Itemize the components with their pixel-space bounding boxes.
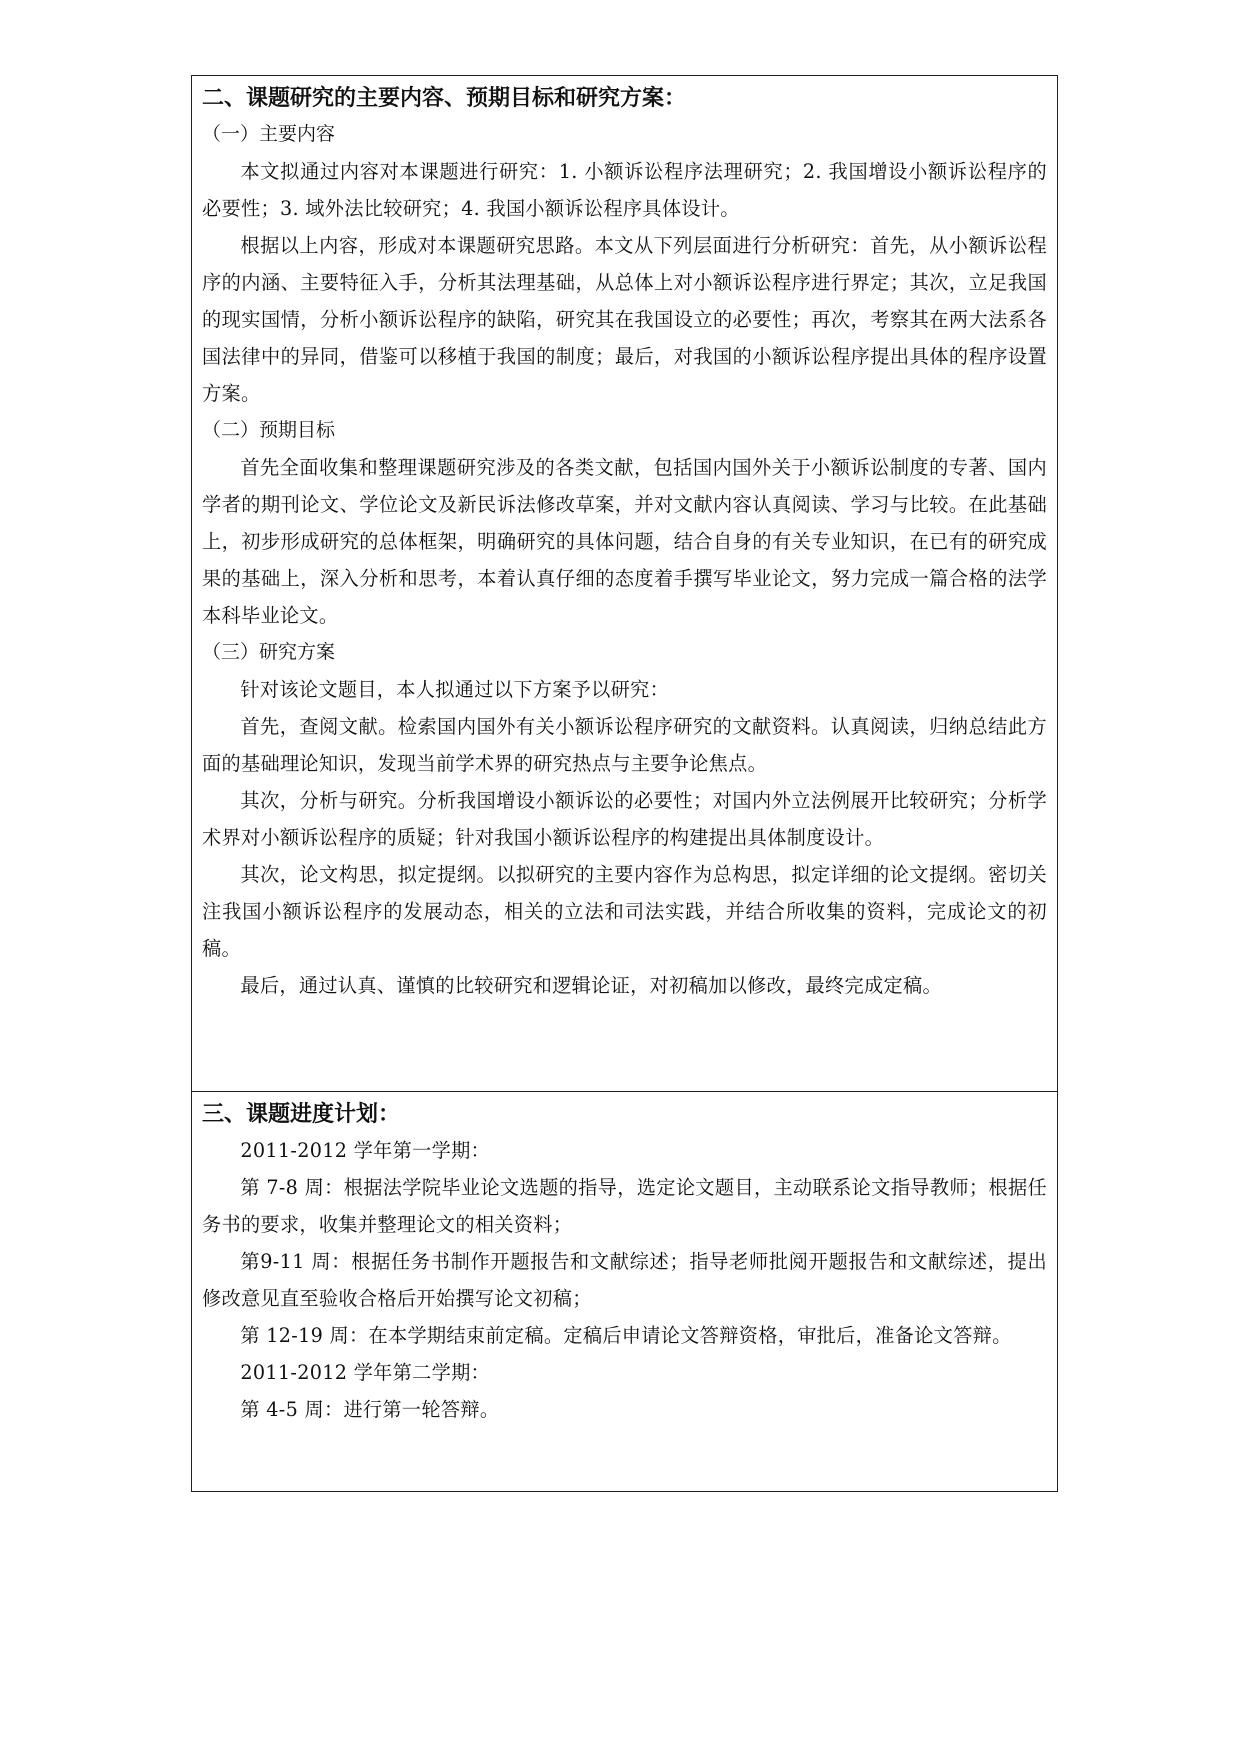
schedule-week-9-11: 第9-11 周：根据任务书制作开题报告和文献综述；指导老师批阅开题报告和文献综述，提出修改意见直至验收合格后开始撰写论文初稿；	[202, 1250, 1047, 1310]
part1-title: （一）主要内容	[202, 123, 336, 145]
section-research-plan	[192, 76, 1057, 1091]
schedule-week-4-5: 第 4-5 周：进行第一轮答辩。	[240, 1398, 500, 1421]
part2-title: （二）预期目标	[202, 419, 336, 441]
schedule-week-7-8: 第 7-8 周：根据法学院毕业论文选题的指导，选定论文题目，主动联系论文指导教师；根据任务书的要求，收集并整理论文的相关资料；	[202, 1176, 1047, 1236]
part3-title: （三）研究方案	[202, 641, 336, 663]
part3-paragraph-4: 其次，论文构思，拟定提纲。以拟研究的主要内容作为总构思，拟定详细的论文提纲。密切关注我国小额诉讼程序的发展动态，相关的立法和司法实践，并结合所收集的资料，完成论文的初稿。	[202, 863, 1047, 960]
part1-paragraph-1: 本文拟通过内容对本课题进行研究：1. 小额诉讼程序法理研究；2. 我国增设小额诉讼程序的必要性；3. 域外法比较研究；4. 我国小额诉讼程序具体设计。	[202, 160, 1047, 220]
schedule-term1: 2011-2012 学年第一学期：	[240, 1139, 491, 1162]
section-schedule	[192, 1091, 1057, 1491]
schedule-week-12-19: 第 12-19 周：在本学期结束前定稿。定稿后申请论文答辩资格，审批后，准备论文答辩。	[240, 1324, 1012, 1347]
section3-heading: 三、课题进度计划：	[202, 1102, 401, 1127]
part3-paragraph-5: 最后，通过认真、谨慎的比较研究和逻辑论证，对初稿加以修改，最终完成定稿。	[240, 974, 942, 997]
part3-paragraph-2: 首先，查阅文献。检索国内国外有关小额诉讼程序研究的文献资料。认真阅读，归纳总结此方面的基础理论知识，发现当前学术界的研究热点与主要争论焦点。	[202, 715, 1047, 775]
part3-paragraph-1: 针对该论文题目，本人拟通过以下方案予以研究：	[240, 678, 670, 701]
section2-heading: 二、课题研究的主要内容、预期目标和研究方案：	[202, 86, 687, 111]
part3-paragraph-3: 其次，分析与研究。分析我国增设小额诉讼的必要性；对国内外立法例展开比较研究；分析学术界对小额诉讼程序的质疑；针对我国小额诉讼程序的构建提出具体制度设计。	[202, 789, 1047, 849]
part2-paragraph-1: 首先全面收集和整理课题研究涉及的各类文献，包括国内国外关于小额诉讼制度的专著、国内学者的期刊论文、学位论文及新民诉法修改草案，并对文献内容认真阅读、学习与比较。在此基础上，初步形成研究的总体框架，明确研究的具体问题，结合自身的有关专业知识，在已有的研究成果的基础上，深入分析和思考，本着认真仔细的态度着手撰写毕业论文，努力完成一篇合格的法学本科毕业论文。	[202, 456, 1047, 627]
part1-paragraph-2: 根据以上内容，形成对本课题研究思路。本文从下列层面进行分析研究：首先，从小额诉讼程序的内涵、主要特征入手，分析其法理基础，从总体上对小额诉讼程序进行界定；其次，立足我国的现实国情，分析小额诉讼程序的缺陷，研究其在我国设立的必要性；再次，考察其在两大法系各国法律中的异同，借鉴可以移植于我国的制度；最后，对我国的小额诉讼程序提出具体的程序设置方案。	[202, 234, 1047, 405]
schedule-term2: 2011-2012 学年第二学期：	[240, 1361, 491, 1384]
report-table	[191, 75, 1058, 1492]
